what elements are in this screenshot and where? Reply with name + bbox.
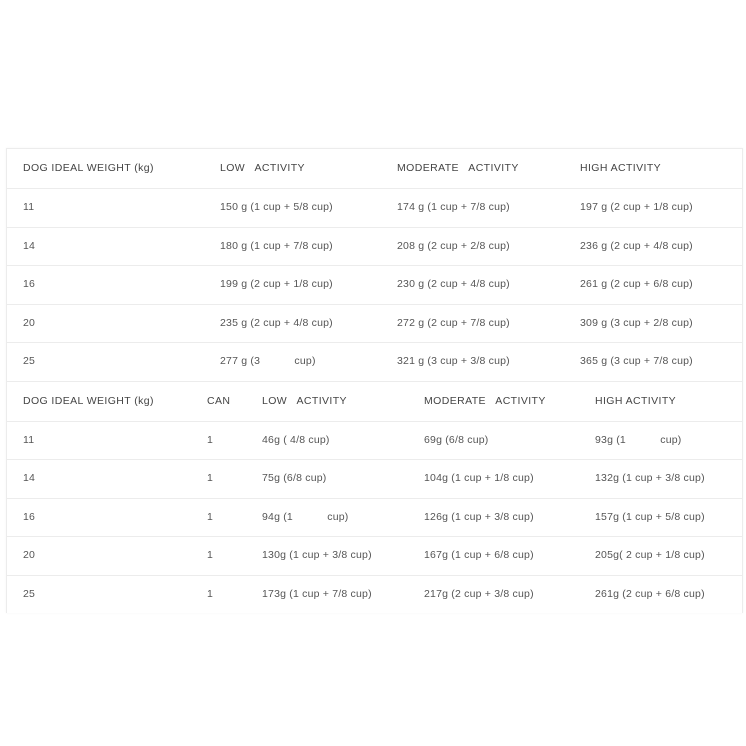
- cell-weight: 16: [23, 510, 36, 523]
- cell-low: 173g (1 cup + 7/8 cup): [262, 587, 372, 600]
- header-moderate-activity: MODERATE ACTIVITY: [397, 162, 519, 174]
- header-can: CAN: [207, 394, 231, 407]
- cell-weight: 14: [23, 472, 36, 484]
- cell-high: 205g( 2 cup + 1/8 cup): [595, 549, 705, 561]
- header-weight: DOG IDEAL WEIGHT (kg): [23, 394, 154, 407]
- cell-moderate: 167g (1 cup + 6/8 cup): [424, 549, 534, 561]
- table-row: [7, 343, 742, 382]
- cell-high: 157g (1 cup + 5/8 cup): [595, 510, 705, 523]
- table-row: [7, 460, 742, 499]
- cell-low: 130g (1 cup + 3/8 cup): [262, 549, 372, 561]
- cell-moderate: 104g (1 cup + 1/8 cup): [424, 472, 534, 484]
- table-header-row: [7, 148, 742, 189]
- table-row: [7, 499, 742, 538]
- cell-moderate: 69g (6/8 cup): [424, 433, 489, 446]
- table-row: [7, 422, 742, 461]
- header-high-activity: HIGH ACTIVITY: [595, 394, 677, 407]
- cell-low: 75g (6/8 cup): [262, 472, 327, 484]
- table-header-row: [7, 382, 742, 422]
- table-row: [7, 576, 742, 614]
- cell-weight: 20: [23, 316, 36, 329]
- cell-weight: 11: [23, 201, 35, 213]
- header-low-activity: LOW ACTIVITY: [220, 162, 305, 174]
- cell-weight: 20: [23, 549, 36, 561]
- cell-high: 365 g (3 cup + 7/8 cup): [580, 355, 693, 367]
- table-row: [7, 537, 742, 576]
- cell-weight: 25: [23, 587, 36, 600]
- cell-can: 1: [207, 549, 214, 561]
- cell-weight: 16: [23, 278, 36, 290]
- cell-can: 1: [207, 472, 214, 484]
- header-weight: DOG IDEAL WEIGHT (kg): [23, 162, 154, 174]
- dry-food-table: [7, 148, 742, 382]
- cell-can: 1: [207, 510, 214, 523]
- cell-moderate: 272 g (2 cup + 7/8 cup): [397, 316, 510, 329]
- cell-can: 1: [207, 587, 214, 600]
- wet-food-table: [7, 382, 742, 614]
- cell-low: 150 g (1 cup + 5/8 cup): [220, 201, 333, 213]
- cell-high: 261 g (2 cup + 6/8 cup): [580, 278, 693, 290]
- cell-can: 1: [207, 433, 214, 446]
- cell-high: 93g (1 cup): [595, 433, 682, 446]
- cell-high: 261g (2 cup + 6/8 cup): [595, 587, 705, 600]
- table-row: [7, 305, 742, 344]
- header-low-activity: LOW ACTIVITY: [262, 394, 347, 407]
- cell-moderate: 208 g (2 cup + 2/8 cup): [397, 239, 510, 252]
- cell-weight: 25: [23, 355, 36, 367]
- cell-low: 277 g (3 cup): [220, 355, 316, 367]
- cell-weight: 14: [23, 239, 36, 252]
- cell-low: 199 g (2 cup + 1/8 cup): [220, 278, 333, 290]
- cell-high: 236 g (2 cup + 4/8 cup): [580, 239, 693, 252]
- cell-low: 94g (1 cup): [262, 510, 349, 523]
- header-high-activity: HIGH ACTIVITY: [580, 162, 662, 174]
- table-row: [7, 266, 742, 305]
- table-row: [7, 189, 742, 228]
- cell-weight: 11: [23, 433, 35, 446]
- cell-moderate: 126g (1 cup + 3/8 cup): [424, 510, 534, 523]
- cell-low: 46g ( 4/8 cup): [262, 433, 330, 446]
- cell-moderate: 174 g (1 cup + 7/8 cup): [397, 201, 510, 213]
- header-moderate-activity: MODERATE ACTIVITY: [424, 394, 546, 407]
- cell-low: 235 g (2 cup + 4/8 cup): [220, 316, 333, 329]
- cell-high: 132g (1 cup + 3/8 cup): [595, 472, 705, 484]
- table-row: [7, 228, 742, 267]
- cell-moderate: 230 g (2 cup + 4/8 cup): [397, 278, 510, 290]
- cell-high: 197 g (2 cup + 1/8 cup): [580, 201, 693, 213]
- cell-high: 309 g (3 cup + 2/8 cup): [580, 316, 693, 329]
- feeding-guide-tables: [6, 148, 743, 613]
- cell-moderate: 321 g (3 cup + 3/8 cup): [397, 355, 510, 367]
- cell-moderate: 217g (2 cup + 3/8 cup): [424, 587, 534, 600]
- cell-low: 180 g (1 cup + 7/8 cup): [220, 239, 333, 252]
